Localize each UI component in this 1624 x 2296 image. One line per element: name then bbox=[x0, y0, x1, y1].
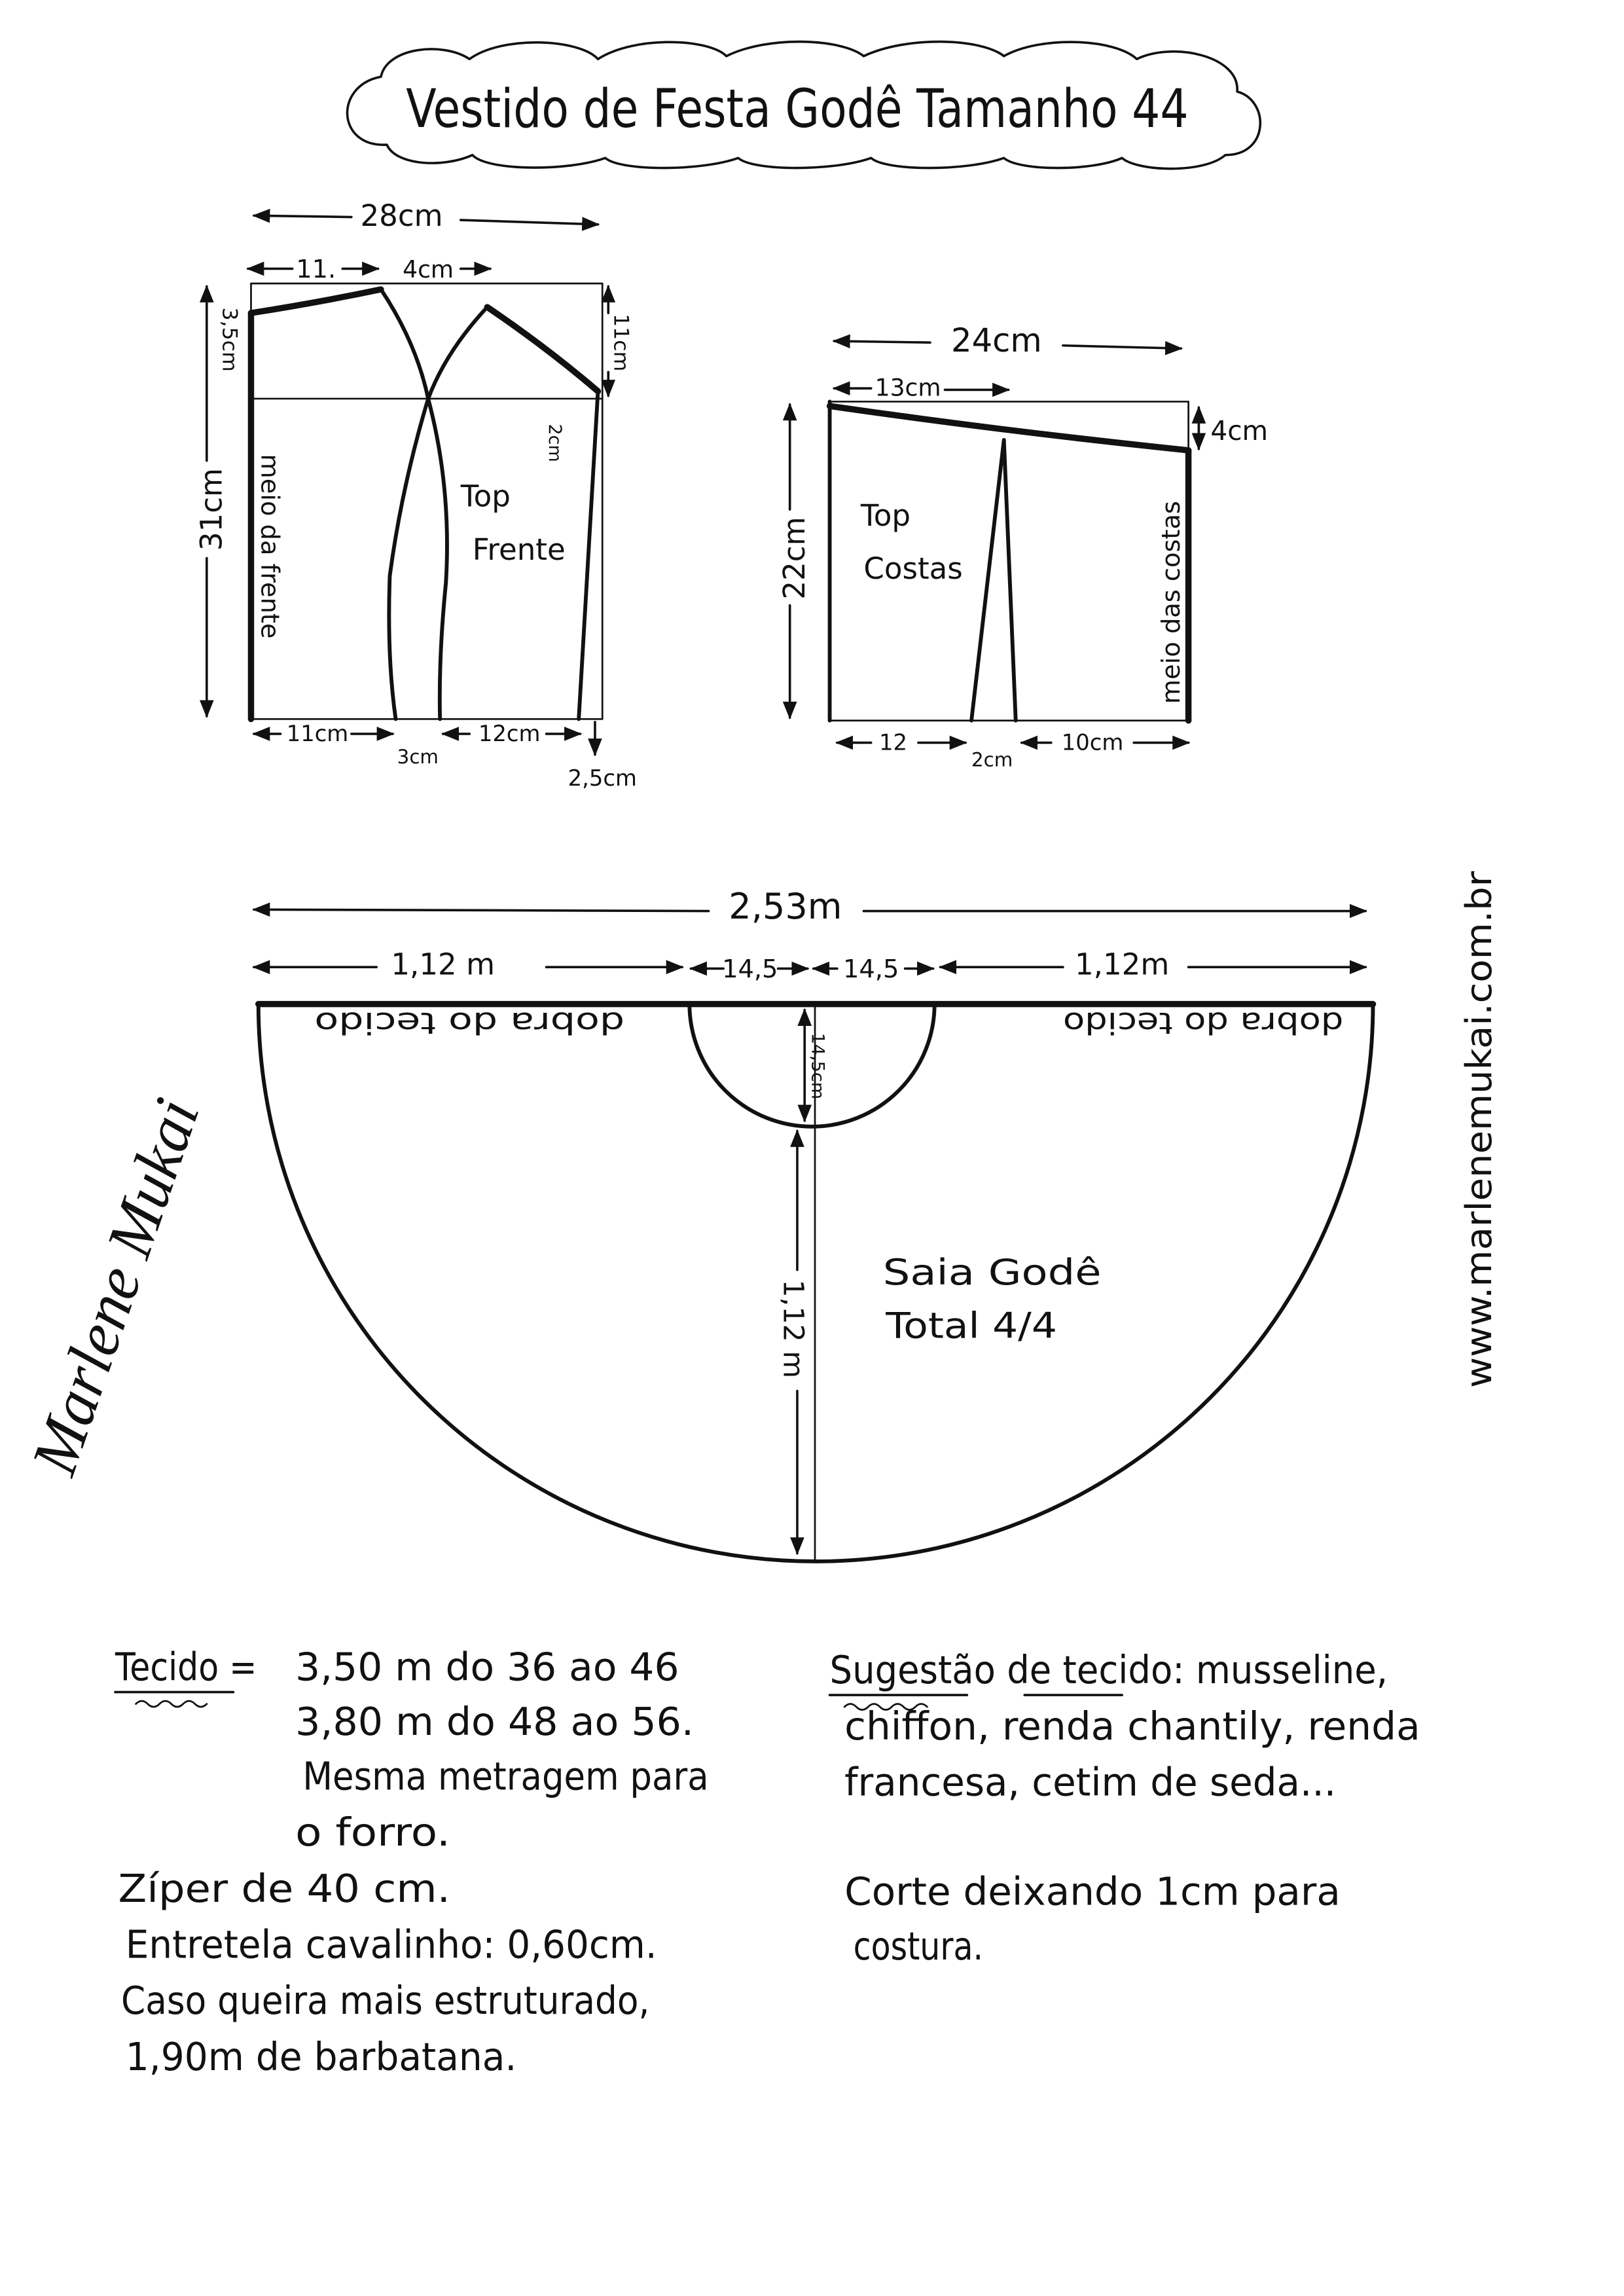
materials-line: 3,50 m do 36 ao 46 bbox=[295, 1645, 679, 1690]
website-url: www.marlenemukai.com.br bbox=[1458, 902, 1500, 1388]
suggestion-line: chiffon, renda chantily, renda bbox=[844, 1704, 1420, 1749]
front-bottom-left-label: 11cm bbox=[286, 721, 349, 747]
front-width-arrow-left bbox=[254, 215, 352, 217]
front-neckline bbox=[251, 289, 380, 313]
materials-line: 3,80 m do 48 ao 56. bbox=[295, 1699, 695, 1744]
page-title: Vestido de Festa Godê Tamanho 44 bbox=[406, 78, 1189, 140]
back-top-edge bbox=[830, 406, 1189, 450]
skirt-waist-right-label: 14,5 bbox=[843, 955, 899, 985]
back-name-costas: Costas bbox=[863, 551, 963, 587]
title-block bbox=[348, 42, 1261, 169]
skirt-fold-right-label: dobra do tecido bbox=[1062, 1006, 1344, 1041]
materials-line: o forro. bbox=[295, 1810, 450, 1855]
front-side-seam bbox=[579, 392, 598, 720]
skirt-total-note: Total 4/4 bbox=[885, 1305, 1057, 1347]
skirt-fold-left-label: dobra do tecido bbox=[314, 1006, 625, 1041]
materials-line: 1,90m de barbatana. bbox=[125, 2034, 517, 2079]
back-dart bbox=[971, 440, 1016, 721]
skirt-length-label: 1,12 m bbox=[776, 1279, 810, 1379]
back-name-top: Top bbox=[860, 498, 911, 533]
front-side-drop-label: 2,5cm bbox=[568, 765, 637, 791]
skirt-total-width-label: 2,53m bbox=[729, 885, 842, 927]
front-neck-drop-label: 3,5cm bbox=[217, 307, 242, 372]
skirt-left-width-label: 1,12 m bbox=[391, 947, 496, 982]
front-dart-offset-label: 2cm bbox=[545, 424, 566, 462]
front-armhole bbox=[487, 307, 598, 392]
skirt-right-width-label: 1,12m bbox=[1074, 947, 1170, 982]
back-center-label: meio das costas bbox=[1157, 501, 1187, 704]
top-front-pattern bbox=[194, 198, 637, 791]
front-height-label: 31cm bbox=[194, 468, 229, 551]
front-width-label: 28cm bbox=[360, 198, 443, 234]
back-width-label: 24cm bbox=[951, 321, 1042, 359]
skirt-pattern bbox=[254, 886, 1373, 1561]
back-top-drop-label: 4cm bbox=[1210, 415, 1269, 447]
suggestions-notes bbox=[830, 1648, 1420, 1969]
suggestion-line: francesa, cetim de seda... bbox=[844, 1760, 1337, 1805]
back-width-arrow-right bbox=[1063, 346, 1181, 349]
front-name-top: Top bbox=[460, 479, 511, 514]
back-width-arrow-left bbox=[834, 341, 930, 342]
materials-line: Mesma metragem para bbox=[302, 1754, 709, 1799]
fabric-label: Tecido = bbox=[115, 1645, 257, 1690]
front-bottom-right-label: 12cm bbox=[478, 721, 541, 747]
cut-note-line: Corte deixando 1cm para bbox=[844, 1869, 1341, 1914]
materials-line: Caso queira mais estruturado, bbox=[121, 1978, 650, 2024]
skirt-name-label: Saia Godê bbox=[882, 1252, 1102, 1294]
back-height-label: 22cm bbox=[777, 517, 812, 600]
suggestion-line: Sugestão de tecido: musseline, bbox=[829, 1648, 1388, 1693]
materials-line: Zíper de 40 cm. bbox=[118, 1866, 450, 1911]
front-dart-bottom-label: 3cm bbox=[397, 745, 439, 768]
back-bottom-right-label: 10cm bbox=[1061, 729, 1124, 756]
skirt-waist-radius-label: 14,5cm bbox=[807, 1032, 828, 1100]
front-neck-width-label: 11. bbox=[296, 254, 336, 284]
top-back-pattern bbox=[777, 321, 1268, 771]
skirt-total-arrow-left bbox=[254, 909, 709, 911]
front-name-frente: Frente bbox=[472, 532, 566, 567]
back-dart-position-label: 13cm bbox=[875, 374, 941, 402]
fabric-label-wave bbox=[136, 1701, 207, 1707]
front-width-arrow-right bbox=[461, 220, 598, 225]
materials-notes bbox=[115, 1645, 708, 2079]
front-center-label: meio da frente bbox=[255, 454, 285, 639]
author-signature: Marlene Mukai bbox=[18, 1079, 217, 1484]
front-dart-top-label: 4cm bbox=[403, 255, 454, 283]
materials-line: Entretela cavalinho: 0,60cm. bbox=[125, 1922, 657, 1967]
back-bottom-left-label: 12 bbox=[879, 729, 908, 756]
back-dart-bottom-label: 2cm bbox=[971, 748, 1013, 771]
skirt-waist-left-label: 14,5 bbox=[722, 955, 778, 985]
front-dart-left bbox=[381, 289, 428, 719]
cut-note-line: costura. bbox=[853, 1923, 984, 1969]
front-shoulder-drop-label: 11cm bbox=[609, 314, 633, 372]
